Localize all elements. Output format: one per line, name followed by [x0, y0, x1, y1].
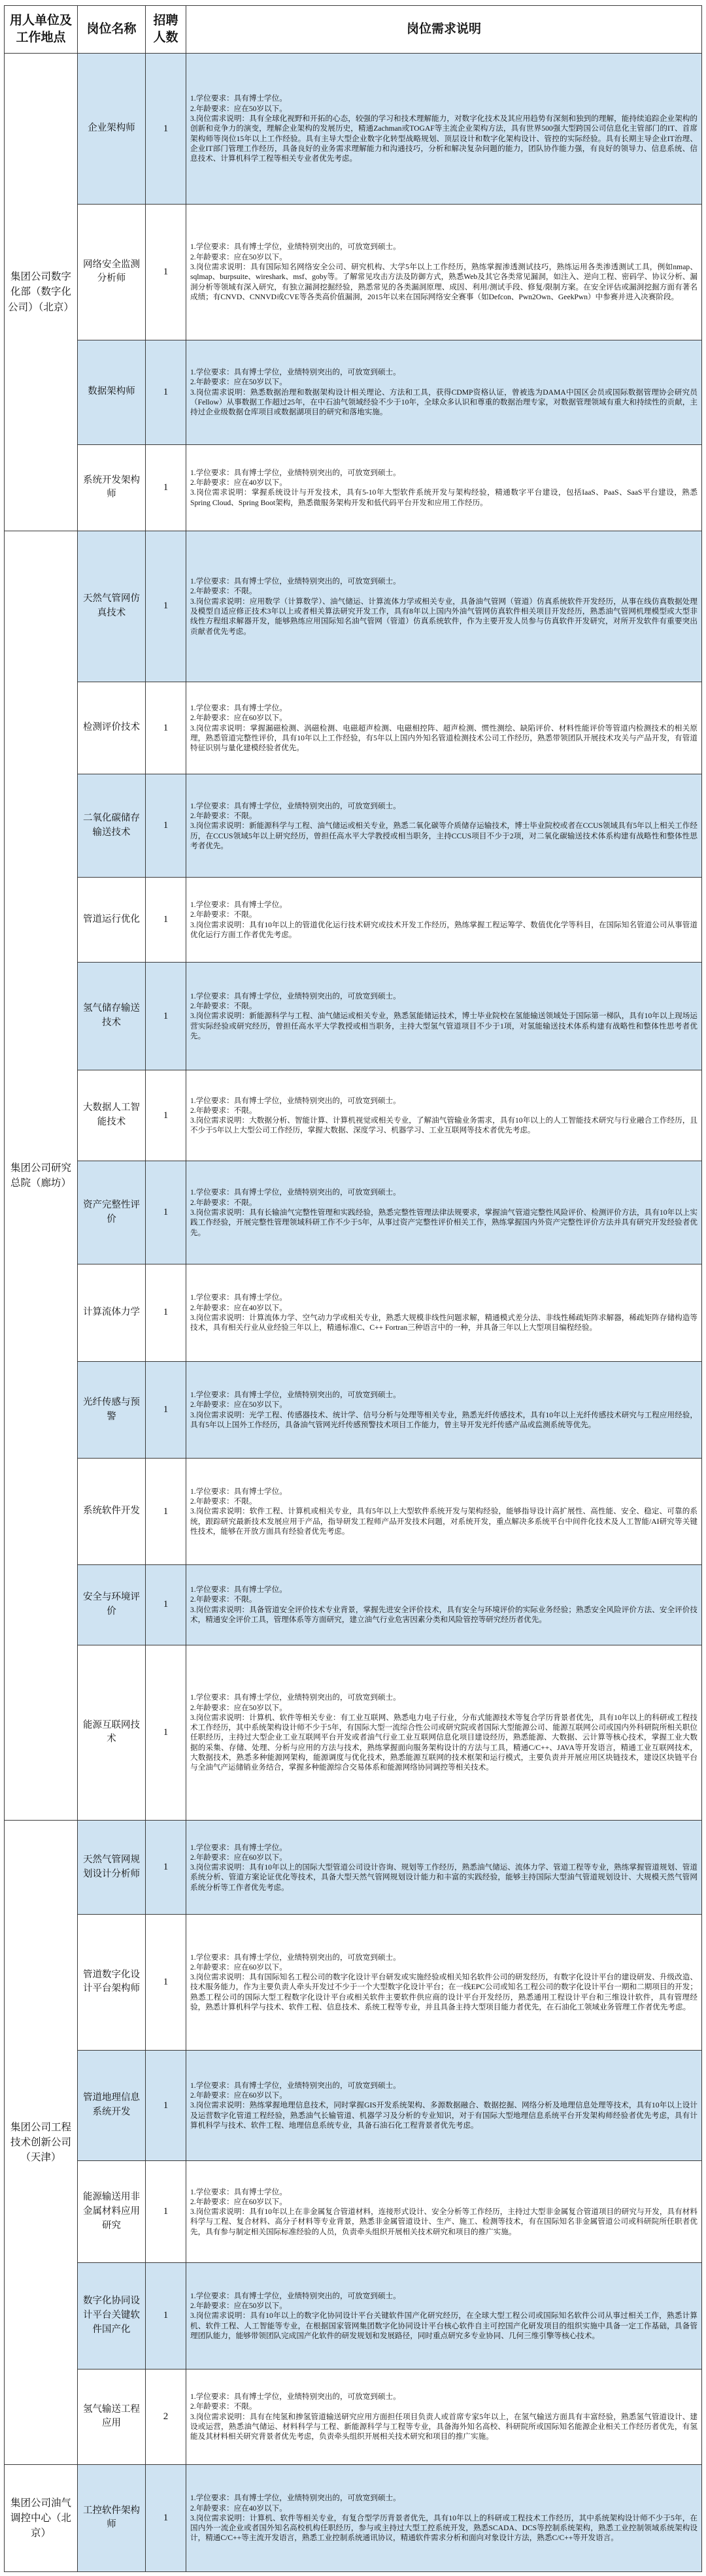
- headcount-cell: 1: [146, 1915, 186, 2050]
- table-row: [5, 205, 702, 340]
- table-row: [5, 340, 702, 444]
- position-cell: 管道地理信息系统开发: [78, 2050, 146, 2161]
- position-cell: 氢气储存输送技术: [78, 963, 146, 1070]
- unit-cell: 集团公司工程技术创新公司（天津）: [5, 1821, 78, 2465]
- requirement-line: 3.岗位需求说明：计算机、软件等相关专业，有复合型学历背景者优先，具有10年以上的科研或工程技术工作经历，其中系统架构设计师不少于5年，在国内外一流企业或者国外知名高校机构任职经历，参与或主持过大型工控系统开发，熟悉SCADA、DCS等控制系统架构，熟悉工业控制领域系统架构设计，精通C/C++等主流开发语言，熟悉工业控制系统通讯协议，精通软件需求分析和面向对象设计方法，熟悉C/C++等开发语言。: [190, 2513, 698, 2543]
- requirement-line: 2.年龄要求：应在50岁以下。: [190, 104, 287, 113]
- requirement-line: 1.学位要求：具有博士学位。: [190, 1487, 287, 1496]
- requirement-line: 1.学位要求：具有博士学位，业绩特别突出的，可放宽到硕士。: [190, 1953, 401, 1962]
- requirement-line: 3.岗位需求说明：熟练掌握地理信息技术，同时掌握GIS开发系统架构、多源数据融合、数据挖掘、网络分析及地理信息处理等技术，具有10年以上设计及运营数字化管道工程经验，熟悉油气长输管道、机器学习及分析的专业知识，对于有国际大型地理信息系统平台开发架构师经验者优先考虑，具有计算机科学与技术、软件工程、地理信息系统专业，具备石油石化工程背景者优先考虑。: [190, 2101, 698, 2130]
- requirement-line: 3.岗位需求说明：大数据分析、智能计算、计算机视觉或相关专业，了解油气管输业务需求，具有10年以上的人工智能技术研究与行业融合工作经历，且不少于5年以上大型公司工作经历，掌握大数据、深度学习、机器学习、工业互联网等技术者优先考虑。: [190, 1116, 698, 1135]
- requirement-line: 1.学位要求：具有博士学位，业绩特别突出的，可放宽到硕士。: [190, 577, 401, 586]
- position-cell: 安全与环境评价: [78, 1564, 146, 1645]
- requirement-line: 3.岗位需求说明：具有10年以上的数字化协同设计平台关键软件国产化研究经历，在全球大型工程公司或国际知名软件公司从事过相关工作，熟悉计算机、软件工程、人工智能等专业，在根据国家管网集团数字化协同设计平台核心软件自主可控国产化研发项目的组织实施中具备一定工作基础，具备管理团队能力，能够带领团队完成国产化软件的研发规划和发展路径，同时重点研究多专业协同、几何三维引擎等核心技术。: [190, 2311, 698, 2340]
- requirement-line: 2.年龄要求：不限。: [190, 2402, 257, 2411]
- table-row: [5, 444, 702, 531]
- headcount-cell: 1: [146, 54, 186, 205]
- requirement-line: 2.年龄要求：不限。: [190, 1002, 257, 1011]
- headcount-cell: 1: [146, 774, 186, 878]
- position-cell: 企业架构师: [78, 54, 146, 205]
- requirement-line: 2.年龄要求：不限。: [190, 587, 257, 596]
- requirement-line: 2.年龄要求：应在40岁以下。: [190, 478, 287, 487]
- requirement-line: 1.学位要求：具有博士学位。: [190, 2187, 287, 2196]
- headcount-cell: 1: [146, 1361, 186, 1459]
- position-cell: 大数据人工智能技术: [78, 1070, 146, 1161]
- requirement-line: 3.岗位需求说明：应用数学（计算数学）、油气储运、计算流体力学或相关专业，具备油气管网（管道）仿真系统软件开发经历，从事在线仿真数据处理及模型自适应修正技术3年以上或者相关算法研究开发工作，具有8年以上国内外油气管网仿真软件相关项目开发经历，熟悉油气管网机理模型或大型非线性方程组求解器开发，能够熟练应用国际知名油气管网（管道）仿真系统软件，作为主要开发人员参与仿真软件开发研究，对所开发软件有重要突出贡献者优先考虑。: [190, 597, 698, 636]
- requirement-line: 1.学位要求：具有博士学位，业绩特别突出的，可放宽到硕士。: [190, 801, 401, 810]
- requirement-line: 3.岗位需求说明：新能源科学与工程、油气储运或相关专业，熟悉氢能储运技术，博士毕业院校在氢能输送领域处于国际第一梯队，具有10年以上现场运营实际经验或研究经历，曾担任高水平大学教授或相当职务，主持大型氢气管道项目不少于1项，对氢能输送技术体系构建有战略性和整体性思考者优先。: [190, 1012, 698, 1041]
- requirement-line: 3.岗位需求说明：具有10年以上在非金属复合管道材料，连接形式设计、安全分析等工作经历，主持过大型非金属复合管道项目的研究与开发，具有材料科学与工程、复合材料、高分子材料等专业背景，熟悉非金属管道设计、生产、施工、检测等技术，有在国际知名非金属管道公司或科研院所任职者优先，具有参与制定相关国际标准经验的人员，负责牵头组织开展相关技术研究和项目的推广实施。: [190, 2207, 698, 2236]
- requirement-line: 2.年龄要求：不限。: [190, 811, 257, 820]
- requirement-line: 2.年龄要求：应在60岁以下。: [190, 2091, 287, 2100]
- requirements-cell: [186, 205, 702, 340]
- table-row: [5, 1915, 702, 2050]
- table-row: [5, 2369, 702, 2464]
- table-row: [5, 2263, 702, 2370]
- table-row: [5, 1459, 702, 1565]
- requirement-line: 3.岗位需求说明：具有10年以上的国际大型管道公司设计咨询、规划等工作经历，熟悉油气储运、流体力学、管道工程等专业，熟练掌握管道规划、管道系统分析、管道方案论证优化等技术，具备大型天然气管网规划设计能力和丰富的实践经验，能够主持国际大型油气管道规划设计、大规模天然气管网系统分析等工作者优先考虑。: [190, 1863, 698, 1892]
- requirements-cell: [186, 1645, 702, 1821]
- headcount-cell: 1: [146, 340, 186, 444]
- position-cell: 数字化协同设计平台关键软件国产化: [78, 2263, 146, 2370]
- requirements-cell: [186, 531, 702, 682]
- requirements-cell: [186, 774, 702, 878]
- requirement-line: 1.学位要求：具有博士学位。: [190, 703, 287, 712]
- requirement-line: 2.年龄要求：不限。: [190, 910, 257, 919]
- header-count: 招聘人数: [146, 6, 186, 54]
- headcount-cell: 1: [146, 531, 186, 682]
- requirements-cell: [186, 1264, 702, 1362]
- header-unit: 用人单位及工作地点: [5, 6, 78, 54]
- headcount-cell: 1: [146, 1070, 186, 1161]
- requirement-line: 3.岗位需求说明：掌握系统设计与开发技术，具有5-10年大型软件系统开发与架构经验，精通数字平台建设，包括IaaS、PaaS、SaaS平台建设，熟悉Spring Cloud、Spring Boot架构，熟悉微服务架构开发和低代码平台开发和应用工作经历。: [190, 488, 698, 507]
- position-cell: 能源互联网技术: [78, 1645, 146, 1821]
- requirement-line: 3.岗位需求说明：软件工程、计算机或相关专业，具有5年以上大型软件系统开发与架构经验，能够指导设计高扩展性、高性能、安全、稳定、可靠的系统，跟踪研究最新技术发展应用于产品，指导研发工程师产品开发技术问题，对系统开发，重点解决多系统平台中间件化技术及人工智能/AI研究等关键性技术，能够在开放方面具有经验者优先考虑。: [190, 1507, 698, 1536]
- requirement-line: 2.年龄要求：应在50岁以下。: [190, 378, 287, 387]
- requirement-line: 1.学位要求：具有博士学位，业绩特别突出的，可放宽到硕士。: [190, 2392, 401, 2402]
- requirement-line: 1.学位要求：具有博士学位，业绩特别突出的，可放宽到硕士。: [190, 367, 401, 376]
- requirement-line: 2.年龄要求：应在50岁以下。: [190, 1703, 287, 1712]
- position-cell: 二氧化碳储存输送技术: [78, 774, 146, 878]
- headcount-cell: 1: [146, 1161, 186, 1264]
- table-row: [5, 774, 702, 878]
- table-row: [5, 1564, 702, 1645]
- requirement-line: 1.学位要求：具有博士学位，业绩特别突出的，可放宽到硕士。: [190, 1693, 401, 1702]
- header-requirements: 岗位需求说明: [186, 6, 702, 54]
- position-cell: 管道数字化设计平台架构师: [78, 1915, 146, 2050]
- unit-cell: 集团公司数字化部（数字化公司）（北京）: [5, 54, 78, 531]
- table-row: [5, 878, 702, 963]
- table-row: [5, 2464, 702, 2571]
- requirement-line: 2.年龄要求：应在60岁以下。: [190, 2197, 287, 2206]
- headcount-cell: 1: [146, 2464, 186, 2571]
- requirement-line: 1.学位要求：具有博士学位，业绩特别突出的，可放宽到硕士。: [190, 2494, 401, 2503]
- requirement-line: 2.年龄要求：应在40岁以下。: [190, 2503, 287, 2513]
- headcount-cell: 1: [146, 878, 186, 963]
- requirement-line: 1.学位要求：具有博士学位，业绩特别突出的，可放宽到硕士。: [190, 1096, 401, 1105]
- requirements-cell: [186, 444, 702, 531]
- requirement-line: 1.学位要求：具有博士学位，业绩特别突出的，可放宽到硕士。: [190, 2291, 401, 2300]
- requirement-line: 3.岗位需求说明：计算流体力学、空气动力学或相关专业，熟悉大规模非线性问题求解，精通模式差分法、非线性稀疏矩阵求解器，稀疏矩阵存储构造等技术，具有相关行业从业经验三年以上，精通标准C、C++ Fortran三种语言中的一种，并具备三年以上大型项目编程经验。: [190, 1313, 698, 1332]
- table-row: [5, 963, 702, 1070]
- requirement-line: 2.年龄要求：不限。: [190, 1595, 257, 1604]
- position-cell: 检测评价技术: [78, 682, 146, 774]
- table-row: [5, 682, 702, 774]
- requirement-line: 1.学位要求：具有博士学位，业绩特别突出的，可放宽到硕士。: [190, 468, 401, 477]
- header-row: [5, 6, 702, 54]
- table-row: [5, 2050, 702, 2161]
- table-row: [5, 1264, 702, 1362]
- unit-cell: 集团公司油气调控中心（北京）: [5, 2464, 78, 2571]
- position-cell: 系统开发架构师: [78, 444, 146, 531]
- position-cell: 天然气管网仿真技术: [78, 531, 146, 682]
- requirement-line: 2.年龄要求：应在50岁以下。: [190, 1400, 287, 1410]
- requirement-line: 2.年龄要求：应在60岁以下。: [190, 1962, 287, 1972]
- position-cell: 工控软件架构师: [78, 2464, 146, 2571]
- position-cell: 系统软件开发: [78, 1459, 146, 1565]
- table-row: [5, 1161, 702, 1264]
- position-cell: 光纤传感与预警: [78, 1361, 146, 1459]
- headcount-cell: 1: [146, 2263, 186, 2370]
- requirement-line: 1.学位要求：具有博士学位。: [190, 900, 287, 910]
- requirements-cell: [186, 2263, 702, 2370]
- requirements-cell: [186, 1821, 702, 1915]
- requirement-line: 3.岗位需求说明：计算机、软件等相关专业：有工业互联网、熟悉电力电子行业，分布式能源技术等复合学历背景者优先，具有10年以上的科研或工程技术工作经历，其中系统架构设计师不少于5年，有国际大型一流综合性公司或研究院或者国际大型能源公司、能源互联网公司或国内外科研院所相关职位任职经历，主持过大型企业工业互联网平台开发或者油气行业工业互联网信息化项目建设经历，熟悉能源、大数据、云计算等核心技术，掌握工业大数据的采集、存储、处理、分析与应用的方法与技术，熟练掌握面向服务架构设计的方法与工具，精通C/C++、JAVA等开发语言，精通工业互联网技术，大数据技术，熟悉多种能源网架构，能源调度与优化技术，熟悉能源互联网的技术框架和运行模式，主要负责并开展应用区块链技术，建设区块链平台与全油气产运储销业务结合，掌握多种能源综合交易体系和能源网络协同调控等相关技术。: [190, 1713, 698, 1772]
- requirements-cell: [186, 1161, 702, 1264]
- requirement-line: 2.年龄要求：不限。: [190, 1497, 257, 1506]
- position-cell: 天然气管网规划设计分析师: [78, 1821, 146, 1915]
- requirement-line: 3.岗位需求说明：具有国际知名网络安全公司、研究机构、大学5年以上工作经历，熟练掌握渗透测试技巧，熟练运用各类渗透测试工具，例如nmap、sqlmap、burpsuite、wireshark、msf、goby等。了解常见攻击方法及防御方式，熟悉Web及其它各类常见漏洞，如注入、逆向工程、密码学、协议分析、漏洞分析等领域有深入研究，有独立漏洞挖掘经验，熟悉常见的各类漏洞原理、成因、利用/测试手段、修复/限制方案。在安全评估或漏洞挖掘方面有著名成绩；有CNVD、CNNVD或CVE等各类高价值漏洞，2015年以来在国际网络安全赛事（如Defcon、Pwn2Own、GeekPwn）中参赛并进入决赛阶段。: [190, 263, 698, 301]
- table-row: [5, 531, 702, 682]
- requirement-line: 2.年龄要求：应在60岁以下。: [190, 714, 287, 723]
- requirement-line: 1.学位要求：具有博士学位，业绩特别突出的，可放宽到硕士。: [190, 991, 401, 1000]
- headcount-cell: 1: [146, 1459, 186, 1565]
- position-cell: 计算流体力学: [78, 1264, 146, 1362]
- table-row: [5, 1361, 702, 1459]
- requirement-line: 3.岗位需求说明：具有长输油气完整性管理和实践经验，熟悉完整性管理法律法规要求，掌握油气管道完整性风险评价、检测评价方法，具有10年以上实践工作经验，开展完整性管理领域科研工作不少于5年，从事过资产完整性评价相关工作，熟练掌握国内外资产完整性评价方法并具有研究开发经验者优先。: [190, 1208, 698, 1237]
- requirements-cell: [186, 682, 702, 774]
- requirement-line: 3.岗位需求说明：具有10年以上的管道优化运行技术研究或技术开发工作经历，熟练掌握工程运筹学、数值优化学等科目，在国际知名管道公司从事管道优化运行方面工作者优先考虑。: [190, 920, 698, 940]
- requirements-cell: [186, 878, 702, 963]
- requirement-line: 1.学位要求：具有博士学位。: [190, 94, 287, 103]
- requirement-line: 1.学位要求：具有博士学位，业绩特别突出的，可放宽到硕士。: [190, 2081, 401, 2090]
- requirement-line: 2.年龄要求：应在40岁以下。: [190, 1303, 287, 1312]
- requirement-line: 1.学位要求：具有博士学位，业绩特别突出的，可放宽到硕士。: [190, 1390, 401, 1399]
- recruitment-table: [4, 5, 702, 2572]
- requirement-line: 1.学位要求：具有博士学位，业绩特别突出的，可放宽到硕士。: [190, 242, 401, 252]
- headcount-cell: 1: [146, 963, 186, 1070]
- headcount-cell: 1: [146, 1564, 186, 1645]
- requirement-line: 2.年龄要求：应在60岁以下。: [190, 1853, 287, 1862]
- requirements-cell: [186, 2161, 702, 2263]
- requirement-line: 3.岗位需求说明：新能源科学与工程、油气储运或相关专业，熟悉二氧化碳等介质储存运输技术，博士毕业院校或者在CCUS领域具有5年以上相关工作经历，在CCUS领域5年以上研究经历，曾担任高水平大学教授或相当职务，主持CCUS项目不少于2项，对二氧化碳输送技术体系构建有战略性和整体性思考者优先。: [190, 821, 698, 850]
- requirement-line: 2.年龄要求：不限。: [190, 1106, 257, 1115]
- requirement-line: 2.年龄要求：应在50岁以下。: [190, 2301, 287, 2310]
- headcount-cell: 1: [146, 1645, 186, 1821]
- requirements-cell: [186, 2050, 702, 2161]
- requirements-cell: [186, 54, 702, 205]
- table-row: [5, 54, 702, 205]
- requirements-cell: [186, 1459, 702, 1565]
- requirement-line: 1.学位要求：具有博士学位。: [190, 1293, 287, 1302]
- requirements-cell: [186, 2369, 702, 2464]
- requirement-line: 3.岗位需求说明：具有全球化视野和开拓的心态，较强的学习和技术理解能力，对数字化技术及其应用趋势有深刻和独到的理解，能持续追踪企业架构的创新和竞争力的演变，理解企业架构的发展历史，精通Zachman或TOGAF等主流企业架构方法，具有世界500强大型跨国公司信息化主管部门的IT、首席架构师等岗位15年以上工作经验。具有主导大型企业数字化转型战略规划、顶层设计和数字化架构设计、管控的实际经验。具有长期主导企业IT治理、企业IT部门管理工作经历，具备良好的业务需求理解能力和沟通技巧，分析和解决复杂问题的能力，团队协作能力强，有良好的领导力、信息系统、信息技术、计算机科学工程等相关专业者优先考虑。: [190, 114, 698, 163]
- header-position: 岗位名称: [78, 6, 146, 54]
- position-cell: 资产完整性评价: [78, 1161, 146, 1264]
- requirement-line: 3.岗位需求说明：光学工程、传感器技术、统计学、信号分析与处理等相关专业，熟悉光纤传感技术，具有10年以上光纤传感技术研究与工程应用经验，具有5年以上国外工作经历，具备油气管网光纤传感预警技术项目工作能力，曾主导开发光纤传感产品或监测系统等优先。: [190, 1410, 698, 1429]
- table-body: [5, 54, 702, 2572]
- headcount-cell: 1: [146, 2050, 186, 2161]
- headcount-cell: 2: [146, 2369, 186, 2464]
- requirement-line: 3.岗位需求说明：具备管道安全评价技术专业背景，掌握先进安全评价技术，具有安全与环境评价的实际业务经验；熟悉安全风险评价方法、安全评价技术，精通安全评价工具，管理体系等方面研究，建立油气行业危害因素分类和风险管控等研究经历者优先。: [190, 1605, 698, 1625]
- headcount-cell: 1: [146, 444, 186, 531]
- requirement-line: 1.学位要求：具有博士学位。: [190, 1585, 287, 1594]
- position-cell: 氢气输送工程应用: [78, 2369, 146, 2464]
- headcount-cell: 1: [146, 205, 186, 340]
- requirement-line: 2.年龄要求：不限。: [190, 1198, 257, 1207]
- headcount-cell: 1: [146, 682, 186, 774]
- requirement-line: 3.岗位需求说明：熟悉数据治理和数据架构设计相关理论、方法和工具，获得CDMP资格认证，曾被选为DAMA中国区会员或国际数据管理协会研究员（Fellow）从事数据工作超过25年，在中石油气领域经验不少于10年，全球众多认识和尊重的数据治理专家，对数据管理领域有重大和持续性的贡献，主持过企业级数据仓库项目或数据湖项目的研究和落地实施。: [190, 388, 698, 417]
- requirements-cell: [186, 1070, 702, 1161]
- headcount-cell: 1: [146, 1264, 186, 1362]
- requirement-line: 1.学位要求：具有博士学位，业绩特别突出的，可放宽到硕士。: [190, 1188, 401, 1197]
- requirement-line: 3.岗位需求说明：掌握漏磁检测、涡磁检测、电磁超声检测、电磁相控阵、超声检测、惯性测绘、缺陷评价、材料性能评价等管道内检测技术的相关原理，熟悉管道完整性评价，具有10年以上工作经验，有5年以上国内外知名管道检测技术公司工作经历，熟悉带领团队开展技术攻关与产品开发，有管道特征识别与量化建模经验者优先。: [190, 723, 698, 753]
- requirement-line: 1.学位要求：具有博士学位。: [190, 1843, 287, 1852]
- table-row: [5, 1645, 702, 1821]
- requirement-line: 2.年龄要求：应在50岁以下。: [190, 252, 287, 261]
- table-row: [5, 1070, 702, 1161]
- requirement-line: 3.岗位需求说明：具有国际知名工程公司的数字化设计平台研发或实施经验或相关知名软件公司的研发经历，有数字化设计平台的建设研发、升级改造、技术服务能力，作为主要负责人牵头开发过不少于一个大型数字化设计平台；在一线EPC公司或知名工程公司的数字化设计平台一期和二期项目的开发；熟悉工程公司的国际大型工程数字化设计平台或相关软件主要软件供应商的设计平台开发经历，熟悉通用工程设计平台和三维设计软件，具有管理经验，熟悉计算机科学与技术、软件工程、信息技术、系统工程等专业，并且具备主持大型项目能力者优先，在石油化工领域业务管理工作者优先考虑。: [190, 1973, 698, 2012]
- requirements-cell: [186, 963, 702, 1070]
- position-cell: 数据架构师: [78, 340, 146, 444]
- unit-cell: 集团公司研究总院（廊坊）: [5, 531, 78, 1820]
- table-row: [5, 1821, 702, 1915]
- requirements-cell: [186, 340, 702, 444]
- position-cell: 网络安全监测分析师: [78, 205, 146, 340]
- position-cell: 能源输送用非金属材料应用研究: [78, 2161, 146, 2263]
- headcount-cell: 1: [146, 1821, 186, 1915]
- requirements-cell: [186, 2464, 702, 2571]
- headcount-cell: 1: [146, 2161, 186, 2263]
- table-row: [5, 2161, 702, 2263]
- position-cell: 管道运行优化: [78, 878, 146, 963]
- requirements-cell: [186, 1361, 702, 1459]
- requirements-cell: [186, 1564, 702, 1645]
- requirements-cell: [186, 1915, 702, 2050]
- requirement-line: 3.岗位需求说明：具有在纯氢和掺氢管道输送研究应用方面担任项目负责人或首席专家5年以上，在氢气输送方面具有丰富经验，熟悉氢气管道设计、建设或运营，熟悉油气储运、材料科学与工程、新能源科学与工程等专业，具备海外知名高校、科研院所或国际知名能源企业相关工作经历者优先，有氢能及其材料相关研究背景者优先考虑，负责牵头组织开展相关技术研究和项目的推广实施。: [190, 2412, 698, 2441]
